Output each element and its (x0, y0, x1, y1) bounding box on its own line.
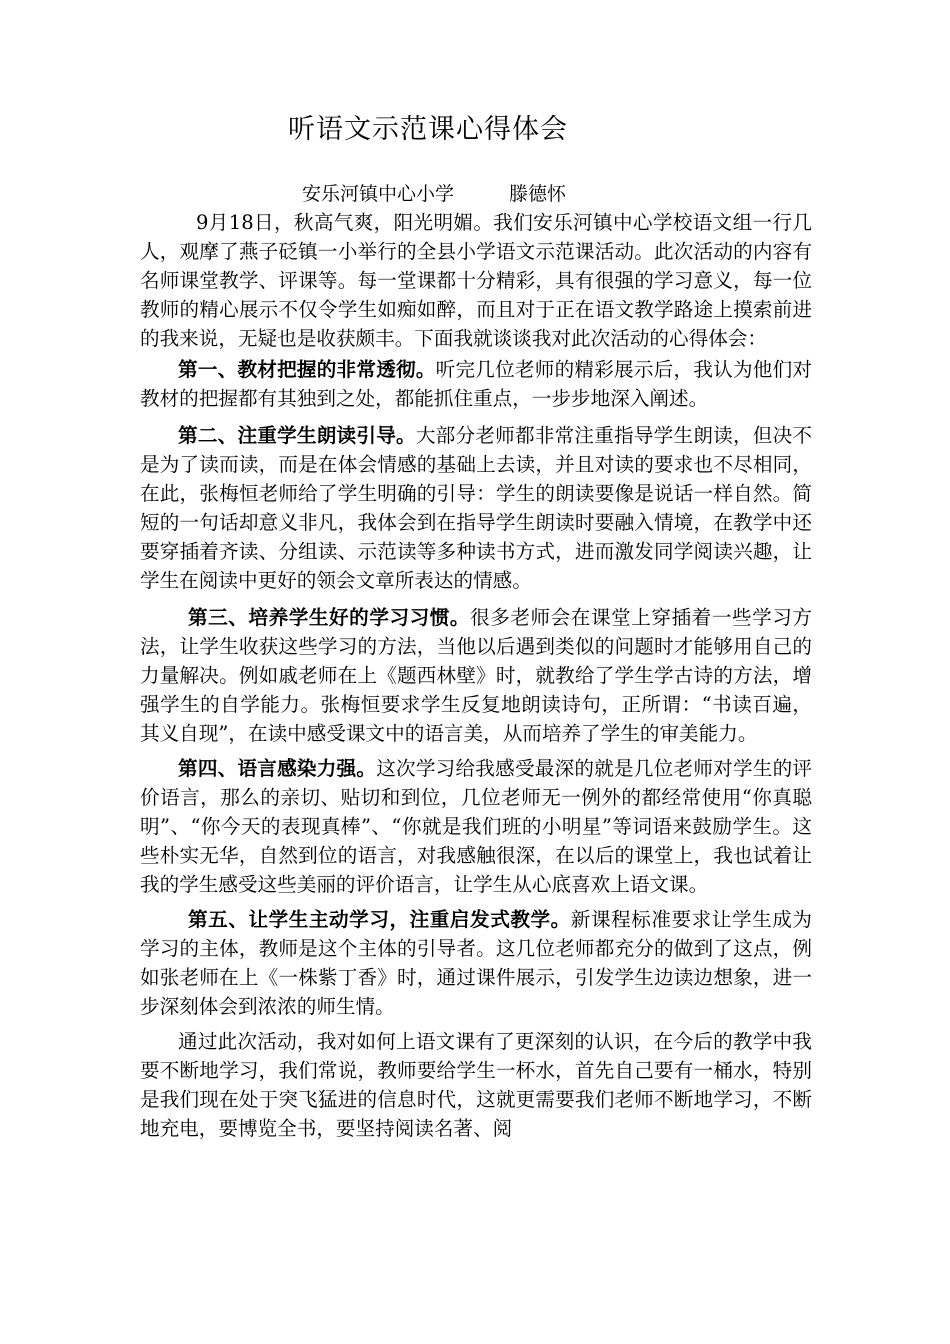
paragraph-lead: 第二、注重学生朗读引导。 (178, 424, 416, 447)
document-title: 听语文示范课心得体会 (288, 114, 568, 145)
paragraph-intro (140, 208, 812, 353)
document-page (140, 110, 812, 1143)
paragraph-lead: 第三、培养学生好的学习习惯。 (188, 606, 471, 629)
paragraph-point-5 (140, 905, 812, 1021)
paragraph-point-4 (140, 754, 812, 899)
paragraph-text: 9月18日，秋高气爽，阳光明媚。我们安乐河镇中心学校语文组一行几人，观摩了燕子砭镇一小举行的全县小学语文示范课活动。此次活动的内容有名师课堂教学、评课等。每一堂课都十分精彩，具有很强的学习意义，每一位教师的精心展示不仅令学生如痴如醉，而且对于正在语文教学路途上摸索前进的我来说，无疑也是收获颇丰。下面我就谈谈我对此次活动的心得体会： (140, 211, 812, 350)
paragraph-lead: 第四、语言感染力强。 (178, 757, 377, 780)
paragraph-point-3 (140, 603, 812, 748)
paragraph-point-1 (140, 355, 812, 413)
paragraph-text: 听完几位老师的精彩展示后，我认为他们对教材的把握都有其独到之处，都能抓住重点，一步步地深入阐述。 (140, 358, 813, 410)
paragraph-text: 很多老师会在课堂上穿插着一些学习方法，让学生收获这些学习的方法，当他以后遇到类似的问题时才能够用自己的力量解决。例如戚老师在上《题西林壁》时，就教给了学生学古诗的方法，增强学生的自学能力。张梅恒要求学生反复地朗读诗句，正所谓：“书读百遍，其义自现”，在读中感受课文中的语言美，从而培养了学生的审美能力。 (140, 606, 813, 745)
paragraph-text: 通过此次活动，我对如何上语文课有了更深刻的认识，在今后的教学中我要不断地学习，我们常说，教师要给学生一杯水，首先自己要有一桶水，特别是我们现在处于突飞猛进的信息时代，这就更需要我们老师不断地学习，不断地充电，要博览全书，要坚持阅读名著、阅 (140, 1030, 812, 1140)
paragraph-conclusion (140, 1027, 812, 1143)
paragraph-text: 大部分老师都非常注重指导学生朗读，但决不是为了读而读，而是在体会情感的基础上去读，并且对读的要求也不尽相同，在此，张梅恒老师给了学生明确的引导：学生的朗读要像是说话一样自然。简短的一句话却意义非凡，我体会到在指导学生朗读时要融入情境，在教学中还要穿插着齐读、分组读、示范读等多种读书方式，进而激发同学阅读兴趣，让学生在阅读中更好的领会文章所表达的情感。 (140, 424, 813, 592)
paragraph-text: 新课程标准要求让学生成为学习的主体，教师是这个主体的引导者。这几位老师都充分的做到了这点，例如张老师在上《一株紫丁香》时，通过课件展示，引发学生边读边想象，进一步深刻体会到浓浓的师生情。 (140, 908, 813, 1018)
byline-school: 安乐河镇中心小学 (302, 183, 455, 205)
byline-author: 滕德怀 (509, 183, 567, 205)
paragraph-lead: 第一、教材把握的非常透彻。 (178, 358, 436, 381)
paragraph-lead: 第五、让学生主动学习，注重启发式教学。 (188, 908, 571, 931)
paragraph-point-2 (140, 421, 812, 595)
byline (140, 180, 812, 208)
paragraph-text: 这次学习给我感受最深的就是几位老师对学生的评价语言，那么的亲切、贴切和到位，几位老师无一例外的都经常使用“你真聪明”、“你今天的表现真棒”、“你就是我们班的小明星”等词语来鼓励学生。这些朴实无华，自然到位的语言，对我感触很深，在以后的课堂上，我也试着让我的学生感受这些美丽的评价语言，让学生从心底喜欢上语文课。 (140, 757, 813, 896)
